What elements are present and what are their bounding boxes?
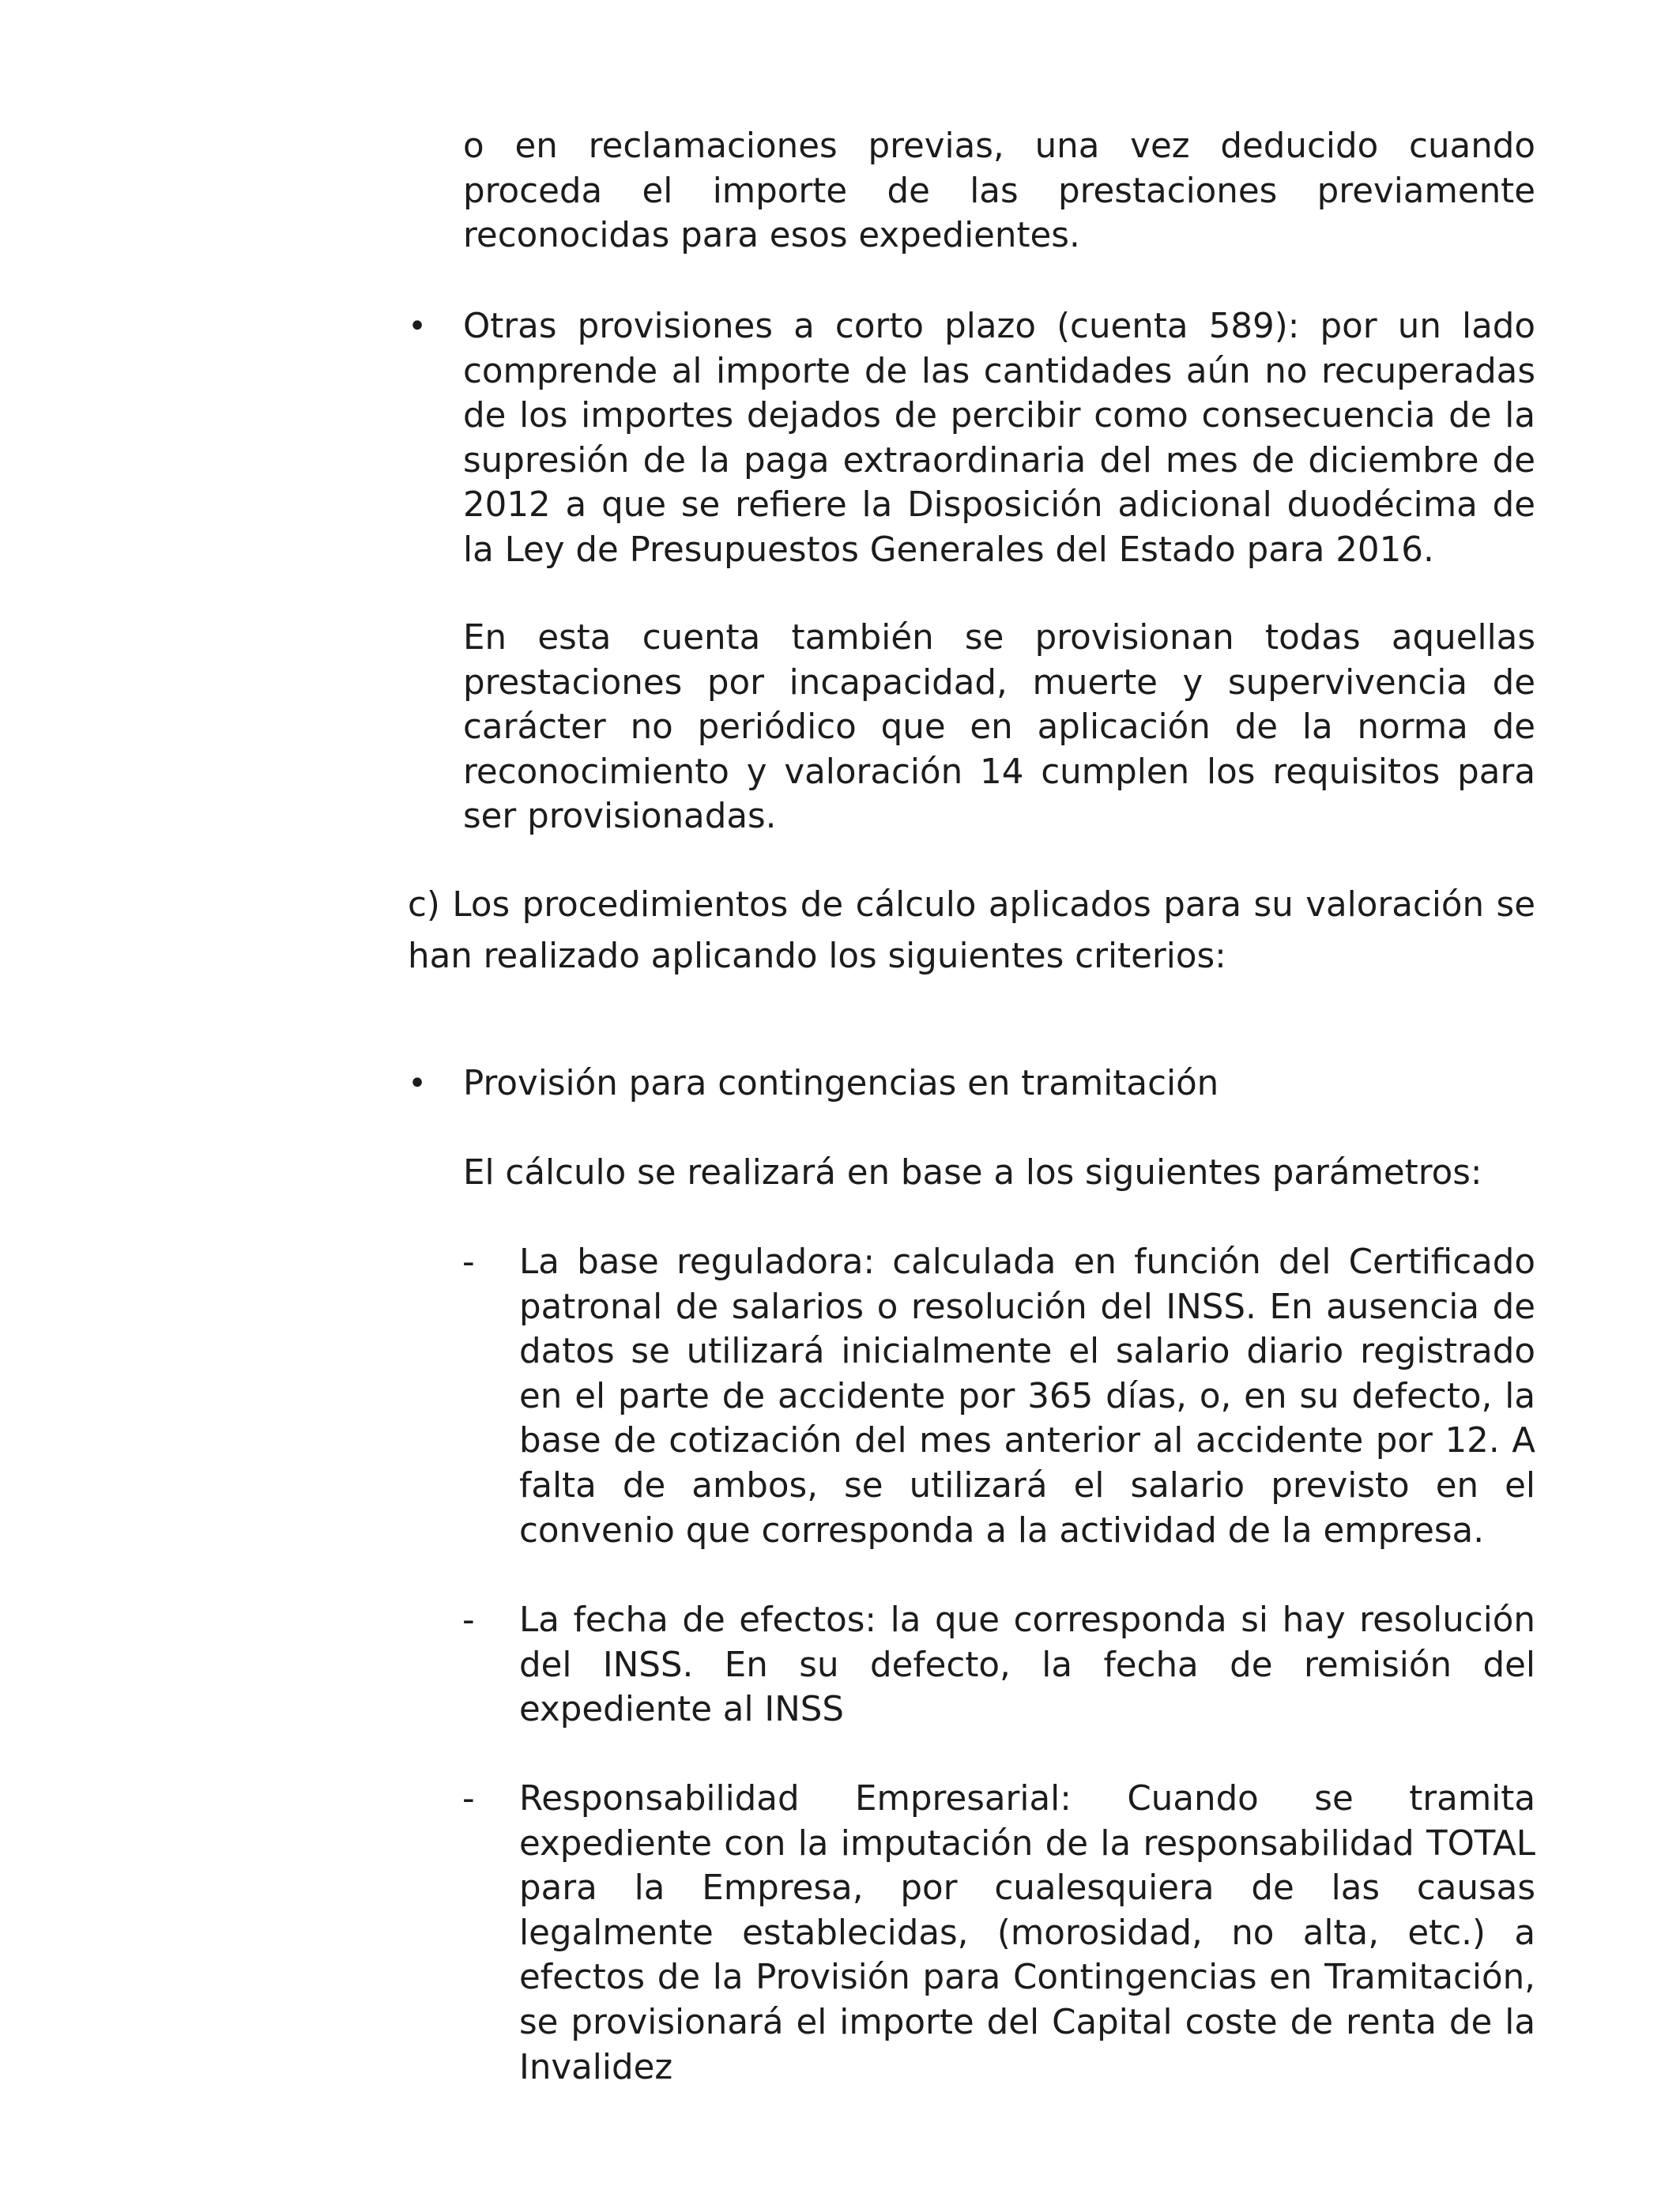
heading-provision-contingencias: Provisión para contingencias en tramitación [463,1064,1219,1103]
bullet-icon: • [408,1065,427,1102]
paragraph-responsabilidad-empresarial: Responsabilidad Empresarial: Cuando se tramita expediente con la imputación de la responsabilidad TOTAL para la Empresa, por cualesquiera de las causas legalmente establecidas, (morosidad, no alta, etc.) a efectos de la Provisión para Contingencias en Tramitación, se provisionará el importe del Capital coste de renta de la Invalidez [519,1779,1535,2087]
dash-marker: - [462,1600,475,1640]
bullet-icon: • [408,308,427,345]
paragraph-procedimientos-calculo: c) Los procedimientos de cálculo aplicados para su valoración se han realizado aplicando los siguientes criterios: [408,885,1535,976]
paragraph-cuenta-provisiones: En esta cuenta también se provisionan todas aquellas prestaciones por incapacidad, muerte y supervivencia de carácter no periódico que en aplicación de la norma de reconocimiento y valoración 14 cumplen los requisitos para ser provisionadas. [463,618,1535,837]
paragraph-parametros-intro: El cálculo se realizará en base a los siguientes parámetros: [463,1153,1482,1193]
paragraph-fecha-efectos: La fecha de efectos: la que corresponda si hay resolución del INSS. En su defecto, la fecha de remisión del expediente al INSS [519,1600,1535,1730]
dash-marker: - [462,1779,475,1819]
dash-marker: - [462,1242,475,1282]
paragraph-reclamaciones-previas: o en reclamaciones previas, una vez deducido cuando proceda el importe de las prestaciones previamente reconocidas para esos expedientes. [463,126,1535,256]
paragraph-base-reguladora: La base reguladora: calculada en función del Certificado patronal de salarios o resolución del INSS. En ausencia de datos se utilizará inicialmente el salario diario registrado en el parte de accidente por 365 días, o, en su defecto, la base de cotización del mes anterior al accidente por 12. A falta de ambos, se utilizará el salario previsto en el convenio que corresponda a la actividad de la empresa. [519,1242,1535,1551]
paragraph-otras-provisiones: Otras provisiones a corto plazo (cuenta 589): por un lado comprende al importe de las cantidades aún no recuperadas de los importes dejados de percibir como consecuencia de la supresión de la paga extraordinaria del mes de diciembre de 2012 a que se refiere la Disposición adicional duodécima de la Ley de Presupuestos Generales del Estado para 2016. [463,307,1535,570]
